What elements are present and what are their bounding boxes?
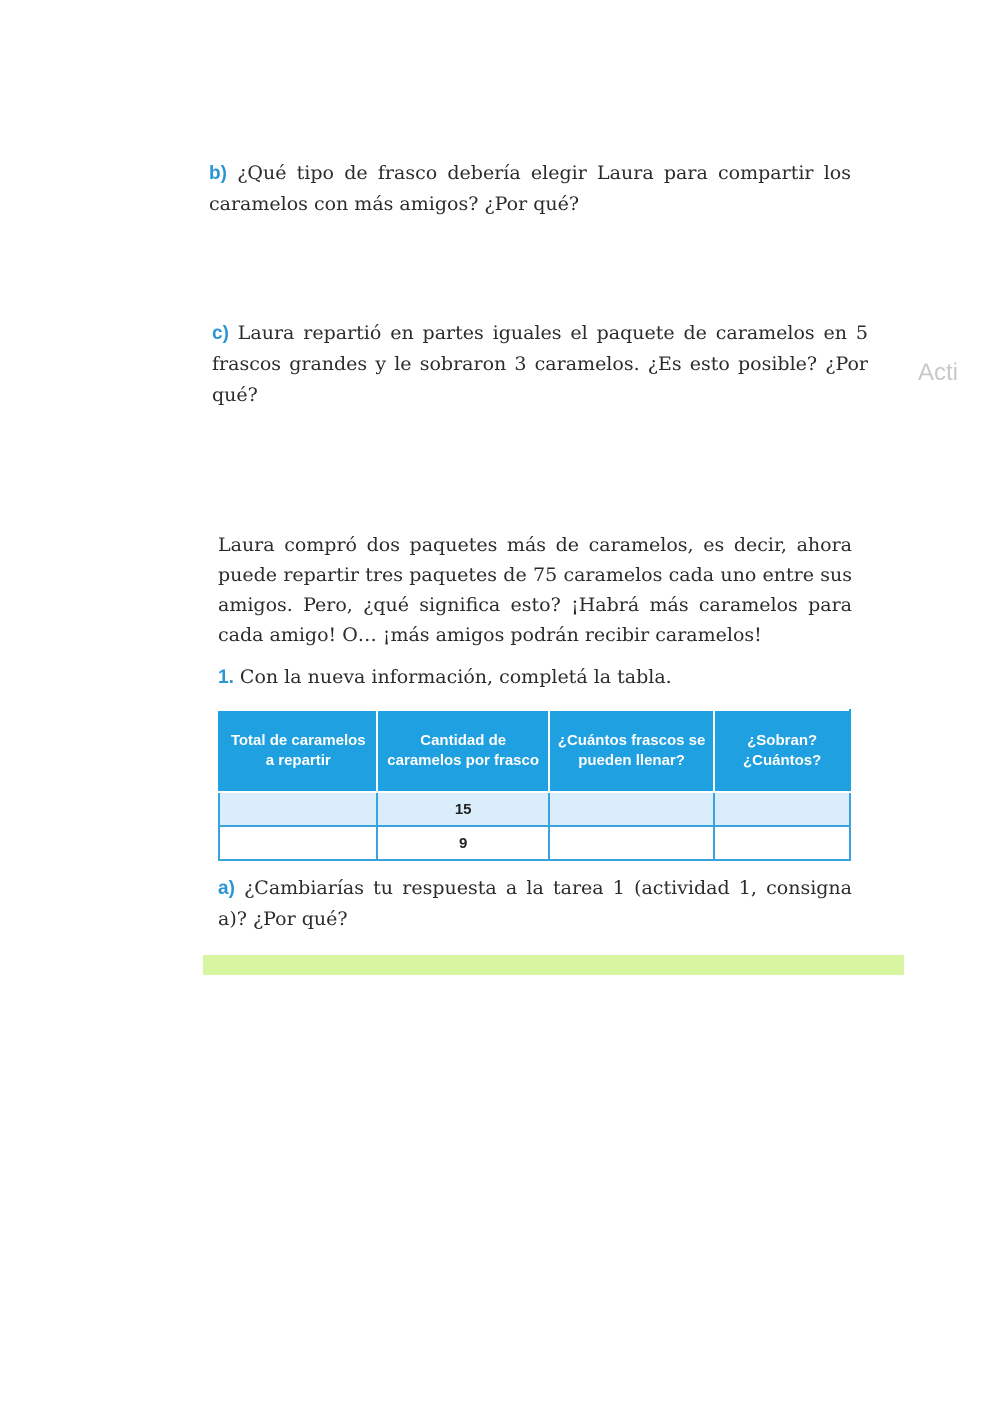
instruction-1 [218, 662, 852, 693]
question-b-letter: b) [209, 163, 227, 184]
table-cell-input[interactable] [549, 826, 714, 860]
header-leftover: ¿Sobran? ¿Cuántos? [714, 710, 850, 792]
instruction-text: Con la nueva información, completá la tabla. [239, 666, 672, 688]
question-c-letter: c) [212, 323, 229, 344]
table-header-row [219, 710, 850, 792]
question-b-text: ¿Qué tipo de frasco debería elegir Laura para compartir los caramelos con más amigos? ¿Por qué? [209, 162, 851, 215]
intro-paragraph: Laura compró dos paquetes más de caramelos, es decir, ahora puede repartir tres paquetes de 75 caramelos cada uno entre sus amigos. Pero, ¿qué significa esto? ¡Habrá más caramelos para cada amigo! O… ¡más amigos podrán recibir caramelos! [218, 534, 852, 646]
header-jars-filled: ¿Cuántos frascos se pueden llenar? [549, 710, 714, 792]
question-a-text: ¿Cambiarías tu respuesta a la tarea 1 (actividad 1, consigna a)? ¿Por qué? [218, 877, 853, 930]
header-per-jar: Cantidad de caramelos por frasco [377, 710, 548, 792]
table-cell-input[interactable] [714, 826, 850, 860]
question-a [218, 873, 852, 935]
instruction-number: 1. [218, 667, 234, 688]
table-row [219, 826, 850, 860]
question-c [212, 318, 868, 411]
side-fragment-text: Acti [918, 359, 959, 386]
question-c-text: Laura repartió en partes iguales el paquete de caramelos en 5 frascos grandes y le sobraron 3 caramelos. ¿Es esto posible? ¿Por qué? [212, 322, 869, 406]
table-row [219, 792, 850, 826]
table-cell: 9 [377, 826, 548, 860]
candy-table [218, 709, 851, 861]
answer-bar[interactable] [203, 955, 904, 975]
header-total: Total de caramelos a repartir [219, 710, 377, 792]
table-cell: 15 [377, 792, 548, 826]
table-cell-input[interactable] [219, 826, 377, 860]
question-a-letter: a) [218, 878, 235, 899]
table-cell-input[interactable] [549, 792, 714, 826]
question-b [209, 158, 851, 220]
table-cell-input[interactable] [714, 792, 850, 826]
table-cell-input[interactable] [219, 792, 377, 826]
